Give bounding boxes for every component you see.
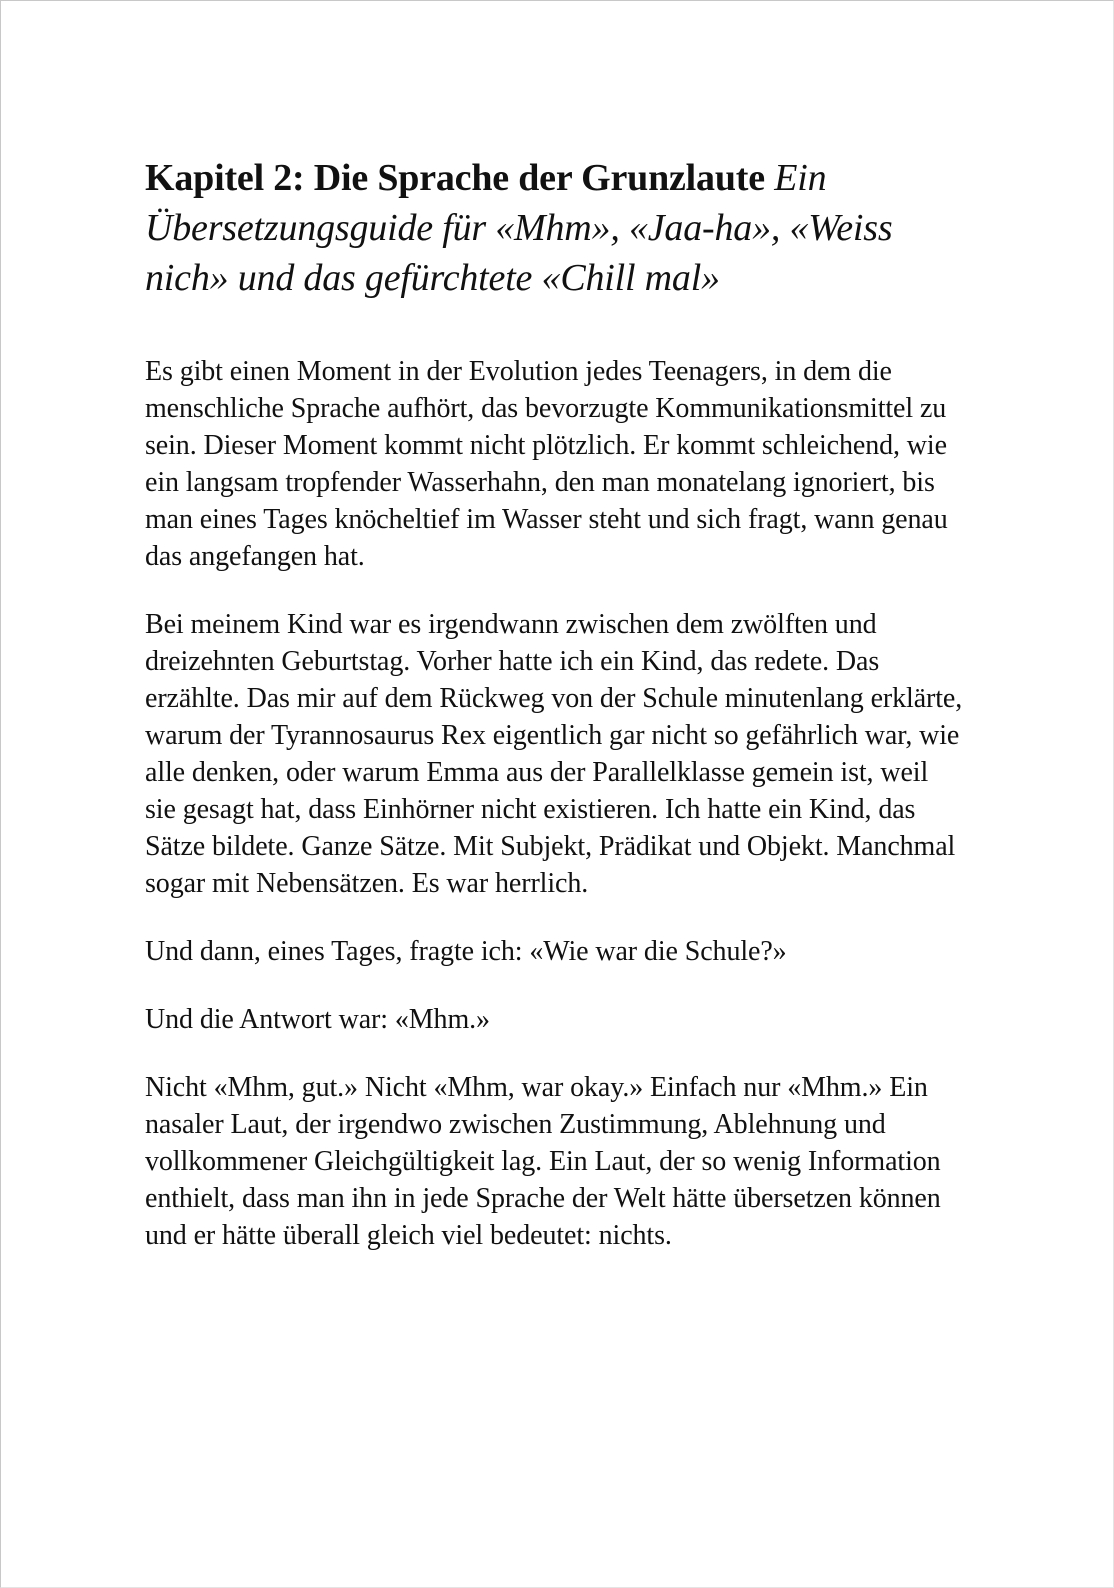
- page-content: [145, 153, 965, 1285]
- chapter-heading: [145, 153, 965, 303]
- chapter-title: Kapitel 2: Die Sprache der Grunzlaute: [145, 157, 765, 199]
- paragraph-5: Nicht «Mhm, gut.» Nicht «Mhm, war okay.» Einfach nur «Mhm.» Ein nasaler Laut, der irgendwo zwischen Zustimmung, Ablehnung und vollkommener Gleichgültigkeit lag. Ein Laut, der so wenig Information enthielt, dass man ihn in jede Sprache der Welt hätte übersetzen können und er hätte überall gleich viel bedeutet: nichts.: [145, 1072, 941, 1251]
- paragraph-4: Und die Antwort war: «Mhm.»: [145, 1004, 490, 1035]
- paragraph-3: Und dann, eines Tages, fragte ich: «Wie war die Schule?»: [145, 936, 787, 967]
- paragraph-1: Es gibt einen Moment in der Evolution jedes Teenagers, in dem die menschliche Sprache aufhört, das bevorzugte Kommunikationsmittel zu sein. Dieser Moment kommt nicht plötzlich. Er kommt schleichend, wie ein langsam tropfender Wasserhahn, den man monatelang ignoriert, bis man eines Tages knöcheltief im Wasser steht und sich fragt, wann genau das angefangen hat.: [145, 356, 948, 572]
- chapter-subtitle: Ein Übersetzungsguide für «Mhm», «Jaa-ha», «Weiss nich» und das gefürchtete «Chill mal»: [145, 157, 893, 299]
- paragraph-2: Bei meinem Kind war es irgendwann zwischen dem zwölften und dreizehnten Geburtstag. Vorher hatte ich ein Kind, das redete. Das erzählte. Das mir auf dem Rückweg von der Schule minutenlang erklärte, warum der Tyrannosaurus Rex eigentlich gar nicht so gefährlich war, wie alle denken, oder warum Emma aus der Parallelklasse gemein ist, weil sie gesagt hat, dass Einhörner nicht existieren. Ich hatte ein Kind, das Sätze bildete. Ganze Sätze. Mit Subjekt, Prädikat und Objekt. Manchmal sogar mit Nebensätzen. Es war herrlich.: [145, 609, 963, 899]
